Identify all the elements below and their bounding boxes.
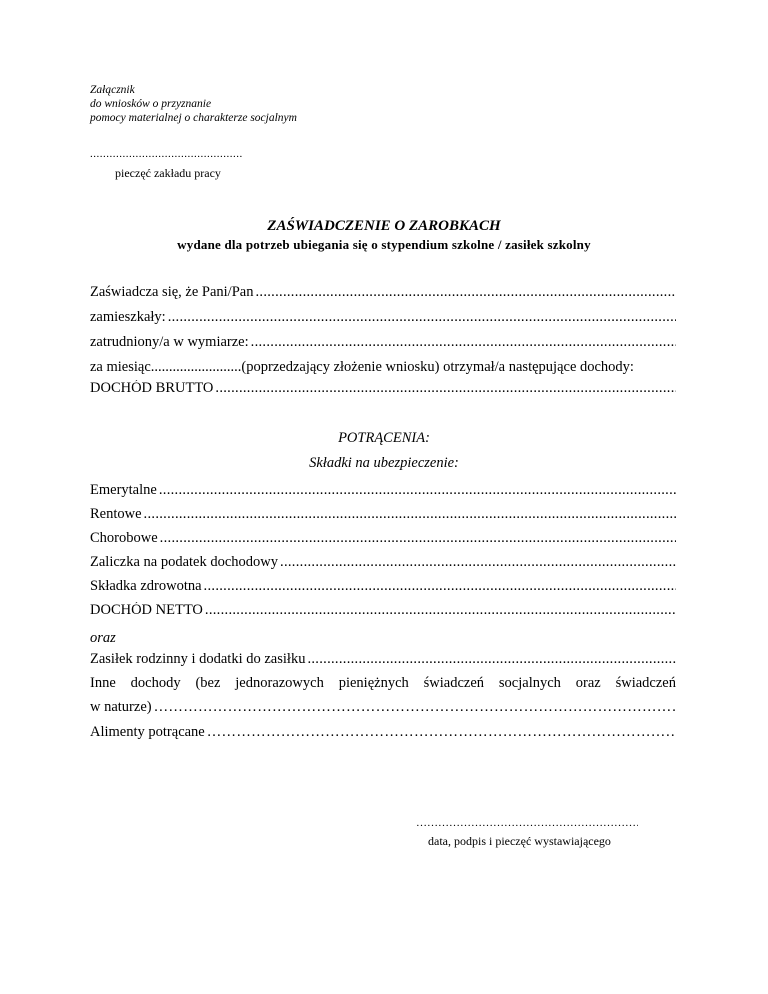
field-disability [90,506,676,524]
field-pension-label: Emerytalne [90,482,157,498]
field-gross-label: DOCHÓD BRUTTO [90,380,214,396]
deductions-heading: POTRĄCENIA: [338,430,430,446]
field-family-dots [307,651,676,668]
field-tax-label: Zaliczka na podatek dochodowy [90,554,279,570]
field-employment-dots [251,334,676,351]
field-tax [90,554,676,572]
field-month-dots: ......................... [150,359,242,375]
annex-line-3: pomocy materialnej o charakterze socjalnym [90,112,297,124]
field-health-dots [204,578,676,595]
field-employment-label: zatrudniony/a w wymiarze: [90,334,249,350]
field-family-label: Zasiłek rodzinny i dodatki do zasiłku [90,651,306,667]
signature-dots [416,817,638,829]
field-net-label: DOCHÓD NETTO [90,602,203,618]
field-net-dots [205,602,676,619]
field-month [90,359,676,377]
insurance-heading: Składki na ubezpieczenie: [309,455,459,471]
annex-line-1: Załącznik [90,84,135,96]
field-family [90,651,676,669]
field-alimony-dots [207,724,676,741]
field-gross [90,380,676,398]
field-other-dots [154,699,676,716]
field-disability-dots [144,506,676,523]
field-health-label: Składka zdrowotna [90,578,202,594]
document-subtitle: wydane dla potrzeb ubiegania się o stypendium szkolne / zasiłek szkolny [177,237,591,252]
field-gross-dots [215,380,676,397]
annex-note [90,83,297,125]
field-other [90,699,676,717]
field-employment [90,334,676,352]
field-person [90,284,676,302]
document-title: ZAŚWIADCZENIE O ZAROBKACH [267,218,501,234]
field-sickness [90,530,676,548]
field-address [90,309,676,327]
field-alimony-label: Alimenty potrącane [90,724,205,740]
field-tax-dots [280,554,676,571]
stamp-label: pieczęć zakładu pracy [115,166,221,180]
field-person-label: Zaświadcza się, że Pani/Pan [90,284,254,300]
field-person-dots [255,284,676,301]
field-address-dots [168,309,676,326]
conjunction-oraz: oraz [90,630,116,646]
field-disability-label: Rentowe [90,506,142,522]
field-alimony [90,724,676,742]
field-other-line-1: Inne dochody (bez jednorazowych pieniężnych świadczeń socjalnych oraz świadczeń [90,675,676,691]
field-month-prefix: za miesiąc [90,359,151,375]
field-sickness-label: Chorobowe [90,530,158,546]
field-net [90,602,676,620]
annex-line-2: do wniosków o przyznanie [90,98,212,110]
field-address-label: zamieszkały: [90,309,166,325]
field-health [90,578,676,596]
field-month-suffix: (poprzedzający złożenie wniosku) otrzymał/a następujące dochody: [241,359,634,375]
field-other-label: w naturze) [90,699,152,715]
signature-label: data, podpis i pieczęć wystawiającego [428,834,611,848]
stamp-placeholder-dots: ............................................... [90,148,243,160]
field-pension [90,482,676,500]
field-pension-dots [159,482,676,499]
field-sickness-dots [160,530,676,547]
